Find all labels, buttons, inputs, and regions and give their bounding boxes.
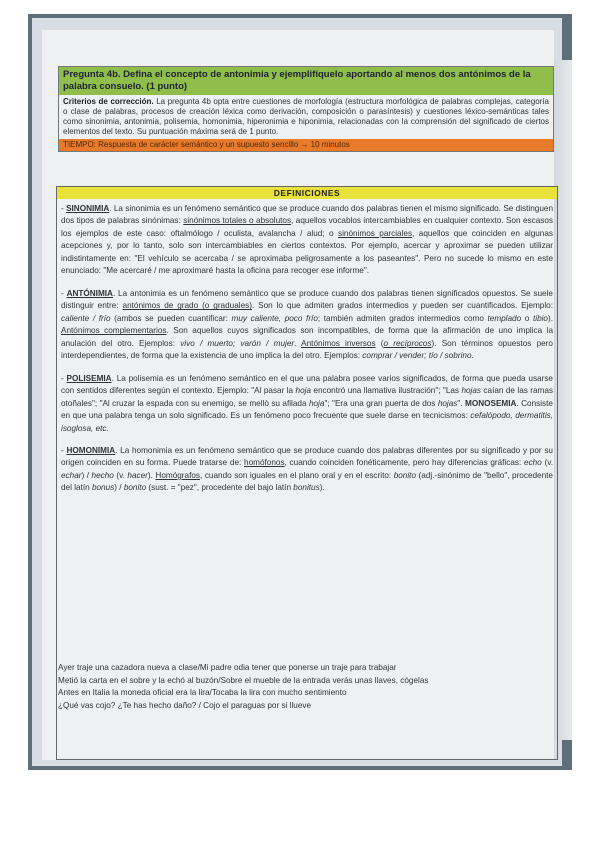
definitions-heading: DEFINICIONES [57, 187, 557, 199]
criteria-text: La pregunta 4b opta entre cuestiones de morfología (estructura morfológica de palabras complejas, categoría o clase de palabras, procesos de creación léxica como derivación, composición o parasíntesis) y cuestiones léxico-semánticas tales como sinonimia, antonimia, polisemia, homonimia, hiperonimia e hiponimia, relacionadas con la comprensión del significado de ciertos elementos del texto. Su puntuación máxima será de 1 punto. [63, 96, 549, 136]
homonimia-term: HOMONIMIA [66, 445, 116, 455]
polisemia-term: POLISEMIA [66, 373, 112, 383]
antonimia-term: ANTÓNIMIA [66, 288, 113, 298]
example-line: Antes en Italia la moneda oficial era la lira/Tocaba la lira con mucho sentimiento [58, 688, 347, 698]
homonimia-paragraph: - HOMONIMIA. La homonimia es un fenómeno semántico que se produce cuando dos palabras diferentes por su significado y por su origen coinciden en su forma. Puede tratarse de: homófonos, cuando coinciden fonéticamente, pero hay diferencias gráficas: echo (v. echar) / hecho (v. hacer). Homógrafos, cuando son iguales en el plano oral y en el escrito: bonito (adj.-sinónimo de "bello", procedente del latín bonus) / bonito (sust. = "pez", procedente del bajo latín bonitus). [61, 445, 554, 493]
definitions-body [57, 199, 557, 495]
sinonimia-term: SINONIMIA [66, 204, 110, 213]
monosemia-term: MONOSEMIA [465, 398, 517, 408]
criteria-paragraph [59, 95, 553, 139]
question-box [58, 66, 554, 152]
example-line: ¿Qué vas cojo? ¿Te has hecho daño? / Cojo el paraguas por si llueve [58, 701, 312, 711]
example-line: Metió la carta en el sobre y la echó al buzón/Sobre el mueble de la entrada verás unas llaves, cógelas [58, 675, 429, 685]
example-line: Ayer traje una cazadora nueva a clase/Mi padre odia tener que ponerse un traje para trabajar [58, 663, 397, 672]
polisemia-paragraph: - POLISEMIA. La polisemia es un fenómeno semántico en el que una palabra posee varios significados, de forma que pueda usarse con sentidos diferentes según el contexto. Ejemplo: "Al pasar la hoja encontró una llamativa ilustración"; "Las hojas caían de las ramas otoñales"; "Al cruzar la espada con su enemigo, se mellò su afilada hoja"; "Era una gran puerta de dos hojas". MONOSEMIA. Consiste en que una palabra tenga un solo significado. Es un fenómeno poco frecuente que suele darse en tecnicismos: cefalópodo, dermatitis, isoglosa, etc. [61, 373, 554, 433]
question-title: Pregunta 4b. Defina el concepto de antonimia y ejemplifíquelo aportando al menos dos antónimos de la palabra consuelo. (1 punto) [59, 67, 553, 95]
antonimia-paragraph: - ANTÓNIMIA. La antonimia es un fenómeno semántico que se produce cuando dos palabras tienen significados opuestos. Se suele distinguir entre: antónimos de grado (o graduales). Son lo que admiten grados intermedios y pueden ser cuantificados. Ejemplo: caliente / frío (ambos se pueden cuantificar: muy caliente, poco frío; también admiten grados intermedios como templado o tibio). Antónimos complementarios. Son aquellos cuyos significados son incompatibles, de forma que la afirmación de uno implica la anulación del otro. Ejemplos: vivo / muerto; varón / mujer. Antónimos inversos (o recíprocos). Son términos opuestos pero interdependientes, de forma que la existencia de uno implica la del otro. Ejemplos: comprar / vender; tío / sobrino. [61, 288, 554, 361]
time-note: TIEMPO: Respuesta de carácter semántico y un supuesto sencillo → 10 minutos [59, 139, 553, 151]
criteria-label: Criterios de corrección. [63, 96, 154, 106]
sinonimia-paragraph: - SINONIMIA. La sinonimia es un fenómeno semántico que se produce cuando dos palabras tienen el mismo significado. Se distinguen dos tipos de palabras sinónimas: sinónimos totales o absolutos, aquellos vocablos intercambiables en cualquier contexto. Son escasos los ejemplos de este caso: oftalmólogo / oculista, avalancha / alud; o sinónimos parciales, aquellos que coinciden en algunas acepciones y, por lo tanto, solo son intercambiables en ciertos contextos. Por ejemplo, acercar y aproximar se pueden utilizar indistintamente en: "El vehículo se acercaba / se aproximaba peligrosamente a los paseantes". Pero no sucede lo mismo en este enunciado: "Me acercaré / me aproximaré hasta la oficina para recoger ese informe". [61, 204, 554, 276]
examples-list [58, 662, 428, 713]
